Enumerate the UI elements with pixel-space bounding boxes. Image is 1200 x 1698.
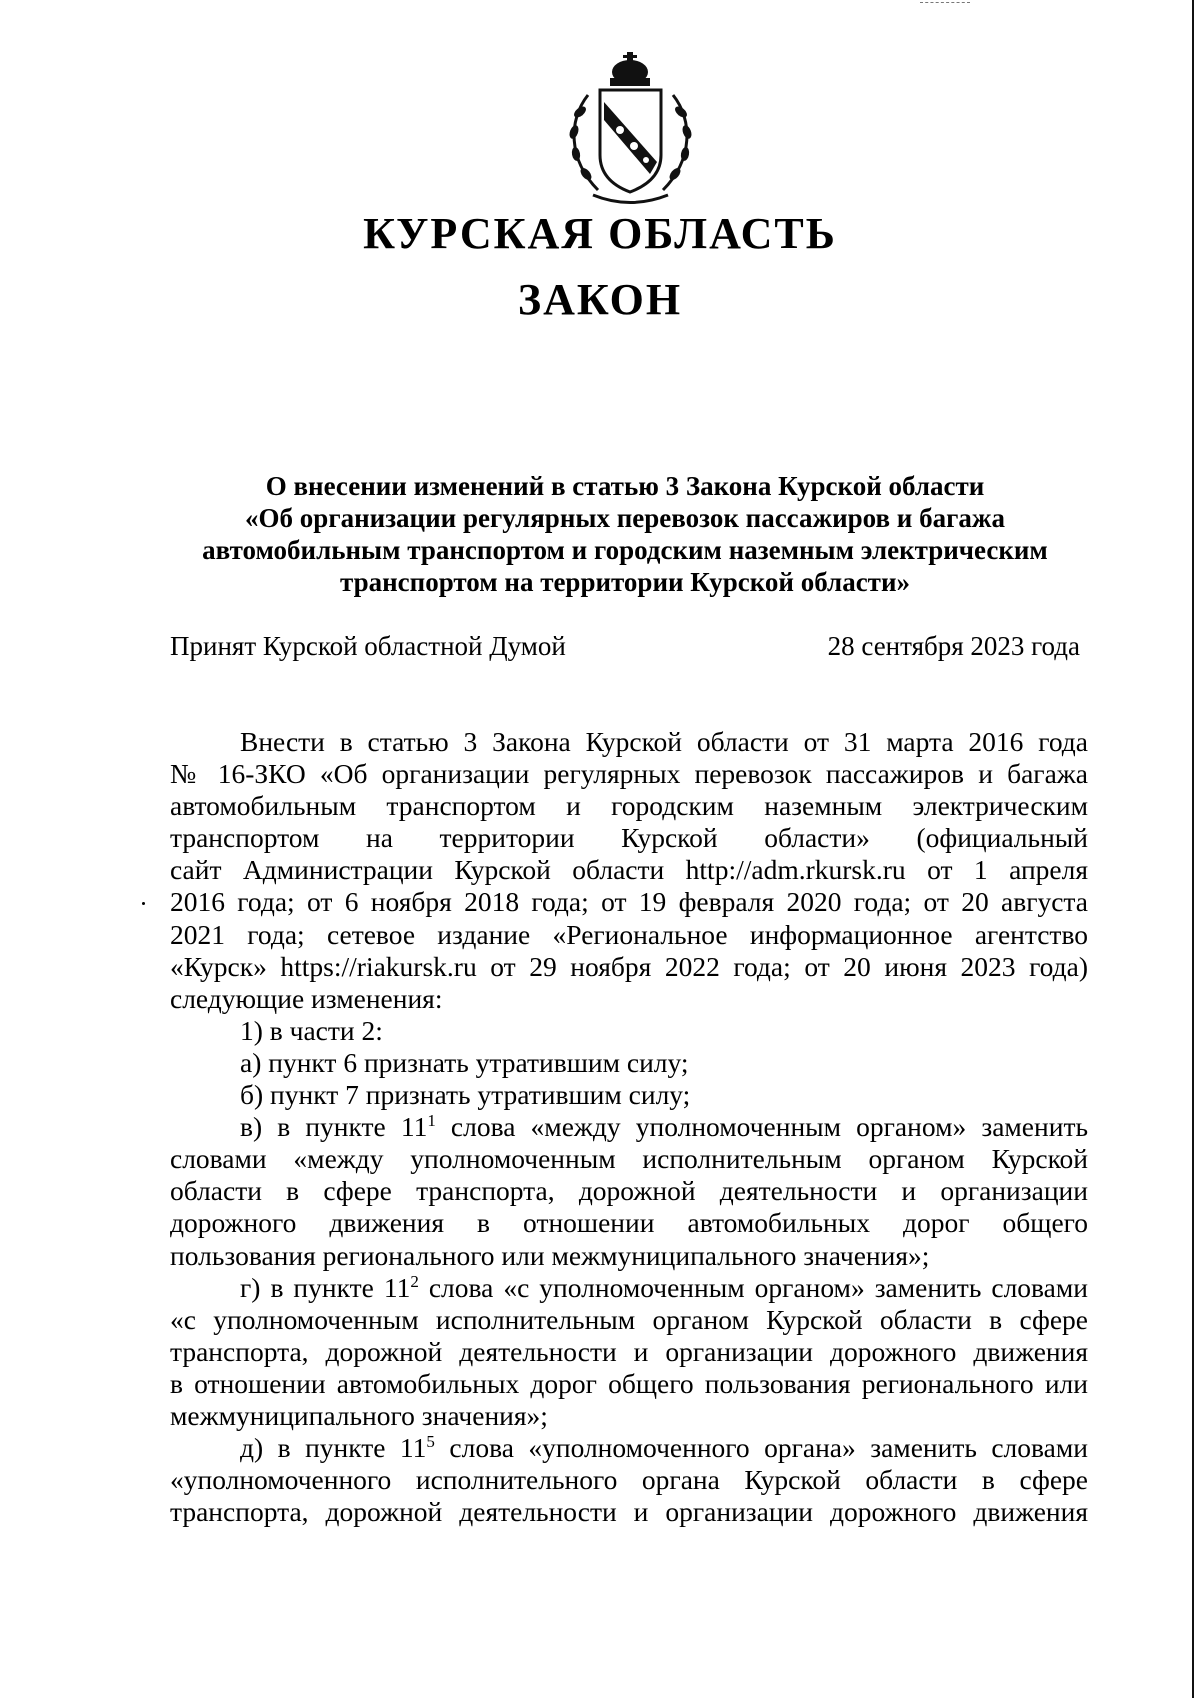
- item-text: слова «уполномоченного органа» заменить словами: [434, 1432, 1088, 1464]
- body-line: автомобильным транспортом и городским наземным электрическим: [170, 790, 1088, 822]
- body-line: сайт Администрации Курской области http://adm.rkursk.ru от 1 апреля: [170, 854, 1088, 886]
- body-line: пользования регионального или межмуниципального значения»;: [170, 1239, 930, 1271]
- item-text: д) в пункте 11: [240, 1432, 427, 1464]
- superscript: 2: [410, 1271, 419, 1291]
- law-title-line: «Об организации регулярных перевозок пассажиров и багажа: [245, 503, 1005, 533]
- adopted-by: Принят Курской областной Думой: [170, 631, 566, 661]
- list-item: [170, 1432, 1088, 1464]
- body-line: «с уполномоченным исполнительным органом Курской области в сфере: [170, 1303, 1088, 1335]
- body-line: словами «между уполномоченным исполнительным органом Курской: [170, 1143, 1088, 1175]
- body-line: следующие изменения:: [170, 982, 443, 1014]
- superscript: 5: [426, 1431, 435, 1451]
- body-line: № 16-ЗКО «Об организации регулярных перевозок пассажиров и багажа: [170, 758, 1088, 790]
- list-item: а) пункт 6 признать утратившим силу;: [240, 1046, 689, 1078]
- adoption-date: 28 сентября 2023 года: [827, 631, 1080, 661]
- body-line: в отношении автомобильных дорог общего пользования регионального или: [170, 1367, 1088, 1399]
- body-line: межмуниципального значения»;: [170, 1399, 548, 1431]
- law-title-line: автомобильным транспортом и городским наземным электрическим: [202, 535, 1048, 565]
- body-line: «Курск» https://riakursk.ru от 29 ноября 2022 года; от 20 июня 2023 года): [170, 950, 1088, 982]
- list-item: б) пункт 7 признать утратившим силу;: [240, 1079, 691, 1111]
- list-item: 1) в части 2:: [240, 1014, 383, 1046]
- list-item: [170, 1111, 1088, 1143]
- coat-of-arms-icon: [558, 50, 703, 210]
- body-line: транспортом на территории Курской области» (официальный: [170, 822, 1088, 854]
- body-line: «уполномоченного исполнительного органа Курской области в сфере: [170, 1464, 1088, 1496]
- list-item: [170, 1272, 1088, 1304]
- top-edge-mark: [920, 2, 970, 4]
- law-body: [170, 726, 1088, 1528]
- body-line: 2016 года; от 6 ноября 2018 года; от 19 февраля 2020 года; от 20 августа: [170, 886, 1088, 918]
- document-type: ЗАКОН: [517, 275, 683, 324]
- adoption-info: [170, 630, 1080, 662]
- superscript: 1: [427, 1110, 436, 1130]
- body-line: транспорта, дорожной деятельности и организации дорожного движения: [170, 1335, 1088, 1367]
- item-text: слова «между уполномоченным органом» заменить: [435, 1111, 1089, 1143]
- body-line: Внести в статью 3 Закона Курской области от 31 марта 2016 года: [240, 726, 1088, 757]
- body-line: транспорта, дорожной деятельности и организации дорожного движения: [170, 1496, 1088, 1528]
- item-text: г) в пункте 11: [240, 1271, 411, 1303]
- law-title-line: транспортом на территории Курской области»: [339, 567, 911, 597]
- item-text: в) в пункте 11: [240, 1111, 428, 1143]
- law-title-line: О внесении изменений в статью 3 Закона Курской области: [265, 471, 985, 501]
- law-title: [160, 470, 1090, 598]
- item-text: слова «с уполномоченным органом» заменить словами: [418, 1271, 1088, 1303]
- body-line: 2021 года; сетевое издание «Региональное информационное агентство: [170, 918, 1088, 950]
- margin-mark: [142, 902, 145, 905]
- body-line: области в сфере транспорта, дорожной деятельности и организации: [170, 1175, 1088, 1207]
- region-title: КУРСКАЯ ОБЛАСТЬ: [363, 209, 837, 258]
- body-line: дорожного движения в отношении автомобильных дорог общего: [170, 1207, 1088, 1239]
